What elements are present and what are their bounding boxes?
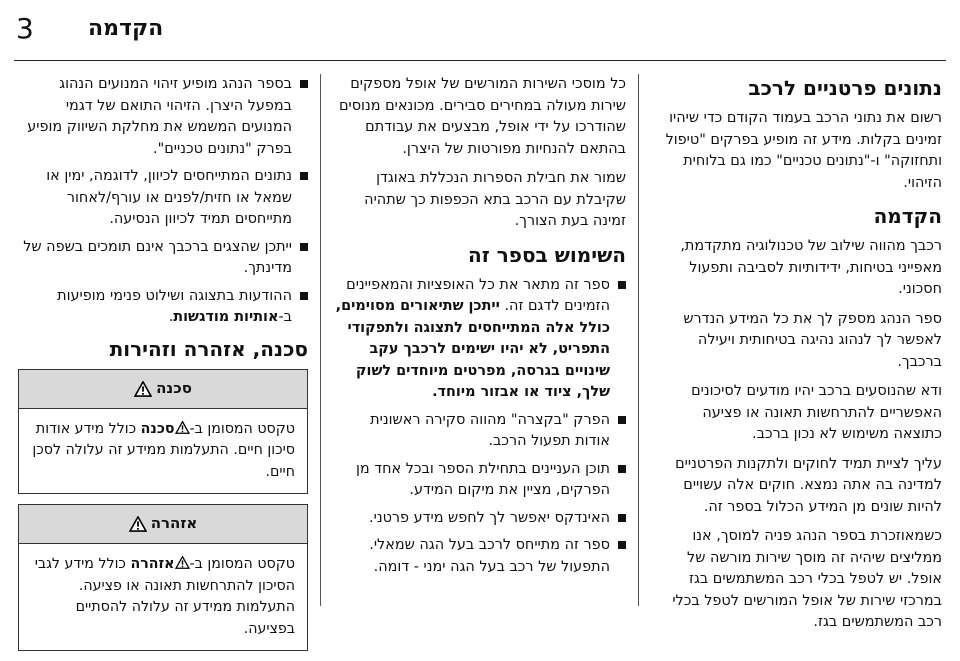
bullet-text: ייתכן שהצגים ברכבך אינם תומכים בשפה של מדינתך. xyxy=(23,238,292,276)
bullet-text: הפרק "בקצרה" מהווה סקירה ראשונית אודות תפעול הרכב. xyxy=(370,411,610,449)
section-heading-using-manual: השימוש בספר זה xyxy=(468,242,626,267)
paragraph: רשום את נתוני הרכב בעמוד הקודם כדי שיהיו זמינים בקלות. מידע זה מופיע בפרקים "טיפול ותחזוקה" ו-"נתונים טכניים" כמו גם בלוחית הזיהוי. xyxy=(665,110,942,191)
warning-triangle-icon xyxy=(129,516,147,532)
right-column xyxy=(650,74,942,642)
warning-box-body xyxy=(19,544,307,650)
box-text: כולל מידע אודות סיכון חיים. התעלמות ממידע זה עלולה לסכן חיים. xyxy=(32,420,295,480)
page-number: 3 xyxy=(16,12,34,45)
list-item xyxy=(18,166,308,231)
warning-triangle-icon xyxy=(175,421,190,434)
bullet-bold-text: אותיות מודגשות xyxy=(173,309,279,325)
list-item xyxy=(332,275,626,404)
box-text: טקסט המסומן ב- xyxy=(189,420,295,437)
bullet-text: האינדקס יאפשר לך לחפש מידע פרטני. xyxy=(369,509,610,526)
box-bold-text: סכנה xyxy=(140,420,175,437)
warning-triangle-icon xyxy=(175,556,190,569)
paragraph: שמור את חבילת הספרות הנכללת באוגדן שקיבלת עם הרכב בתא הכפפות כך שתהיה זמינה בעת הצורך. xyxy=(364,170,626,229)
usage-bullet-list xyxy=(332,275,626,579)
box-text: טקסט המסומן ב- xyxy=(189,556,295,572)
middle-column xyxy=(332,74,626,584)
bullet-text: בספר הנהג מופיע זיהוי המנועים הנהוג במפעל היצרן. הזיהוי התואם של דגמי המנועים המשמש את מחלקת השיווק מופיע בפרק "נתונים טכניים". xyxy=(27,76,292,157)
notes-bullet-list xyxy=(18,74,308,329)
box-bold-text: אזהרה xyxy=(130,556,175,572)
box-title: סכנה xyxy=(156,378,192,397)
bullet-text: נתונים המתייחסים לכיוון, לדוגמה, ימין או שמאל או חזית/לפנים או עורף/לאחור מתייחסים תמיד לכיוון הנסיעה. xyxy=(46,168,292,227)
paragraph: כל מוסכי השירות המורשים של אופל מספקים שירות מעולה במחירים סבירים. מכונאים מנוסים שהודרכו על ידי אופל, מבצעים את עבודתם בהתאם להנחיות מפורטות של היצרן. xyxy=(338,76,626,157)
section-heading-vehicle-data: נתונים פרטניים לרכב xyxy=(748,76,942,100)
list-item xyxy=(18,74,308,160)
list-item xyxy=(18,237,308,280)
list-item xyxy=(332,508,626,530)
box-title: אזהרה xyxy=(150,514,198,533)
bullet-text: ההודעות בתצוגה ושילוט פנימי מופיעות ב- xyxy=(57,287,292,325)
warning-box xyxy=(18,504,308,651)
bullet-text-end: . xyxy=(168,309,174,325)
page-title: הקדמה xyxy=(88,16,164,41)
paragraph: עליך לציית תמיד לחוקים ולתקנות הפרטניים למדינה בה אתה נמצא. חוקים אלה עשויים להיות שונים מן המידע הכלול בספר זה. xyxy=(675,455,942,515)
list-item xyxy=(332,459,626,502)
paragraph: ודא שהנוסעים ברכב יהיו מודעים לסיכונים האפשריים להתרחשות תאונה או פציעה כתוצאה משימוש לא נכון ברכב. xyxy=(691,383,942,442)
bullet-bold-text: ייתכן שתיאורים מסוימים, כולל אלה המתייחסים לתצוגה ולתפקודי התפריט, לא יהיו ישימים לרכבך עקב שינויים בגרסה, מפרטים מיוחדים לשוק שלך, ציוד או אבזור מיוחד. xyxy=(335,298,610,400)
paragraph: כשמאוזכרת בספר הנהג פניה למוסך, אנו ממליצים שיהיה זה מוסך שירות מורשה של אופל. יש לטפל בכלי רכב המשתמשים בגז במרכזי שירות של אופל המורשים לטפל בכלי רכב המשתמשים בגז. xyxy=(672,528,942,630)
left-column xyxy=(18,74,308,661)
danger-box-header xyxy=(19,370,307,409)
bullet-text: תוכן העניינים בתחילת הספר ובכל אחד מן הפרקים, מציין את מיקום המידע. xyxy=(356,460,610,498)
danger-box-body xyxy=(19,409,307,494)
section-heading-introduction: הקדמה xyxy=(873,204,942,228)
box-text: כולל מידע לגבי הסיכון להתרחשות תאונה או פציעה. התעלמות ממידע זה עלולה להסתיים בפציעה. xyxy=(34,556,295,637)
danger-box xyxy=(18,369,308,495)
list-item xyxy=(18,286,308,329)
bullet-text: ספר זה מתייחס לרכב בעל הגה שמאלי. התפעול של רכב בעל הגה ימני - דומה. xyxy=(369,537,610,575)
section-heading-danger-warning: סכנה, אזהרה וזהירות xyxy=(109,336,308,361)
bullet-text: ספר זה מתאר את כל האופציות והמאפיינים הזמינים לדגם זה. xyxy=(346,276,610,314)
column-divider-left xyxy=(320,74,321,606)
column-divider-right xyxy=(638,74,639,606)
warning-triangle-icon xyxy=(134,381,152,397)
list-item xyxy=(332,410,626,453)
warning-box-header xyxy=(19,505,307,544)
header-divider xyxy=(14,60,946,61)
paragraph: ספר הנהג מספק לך את כל המידע הנדרש לאפשר לך לנהוג נהיגה בטיחותית ויעילה ברכבך. xyxy=(683,310,942,370)
paragraph: רכבך מהווה שילוב של טכנולוגיה מתקדמת, מאפייני בטיחות, ידידותיות לסביבה ותפעול חסכוני. xyxy=(680,238,942,297)
list-item xyxy=(332,535,626,578)
